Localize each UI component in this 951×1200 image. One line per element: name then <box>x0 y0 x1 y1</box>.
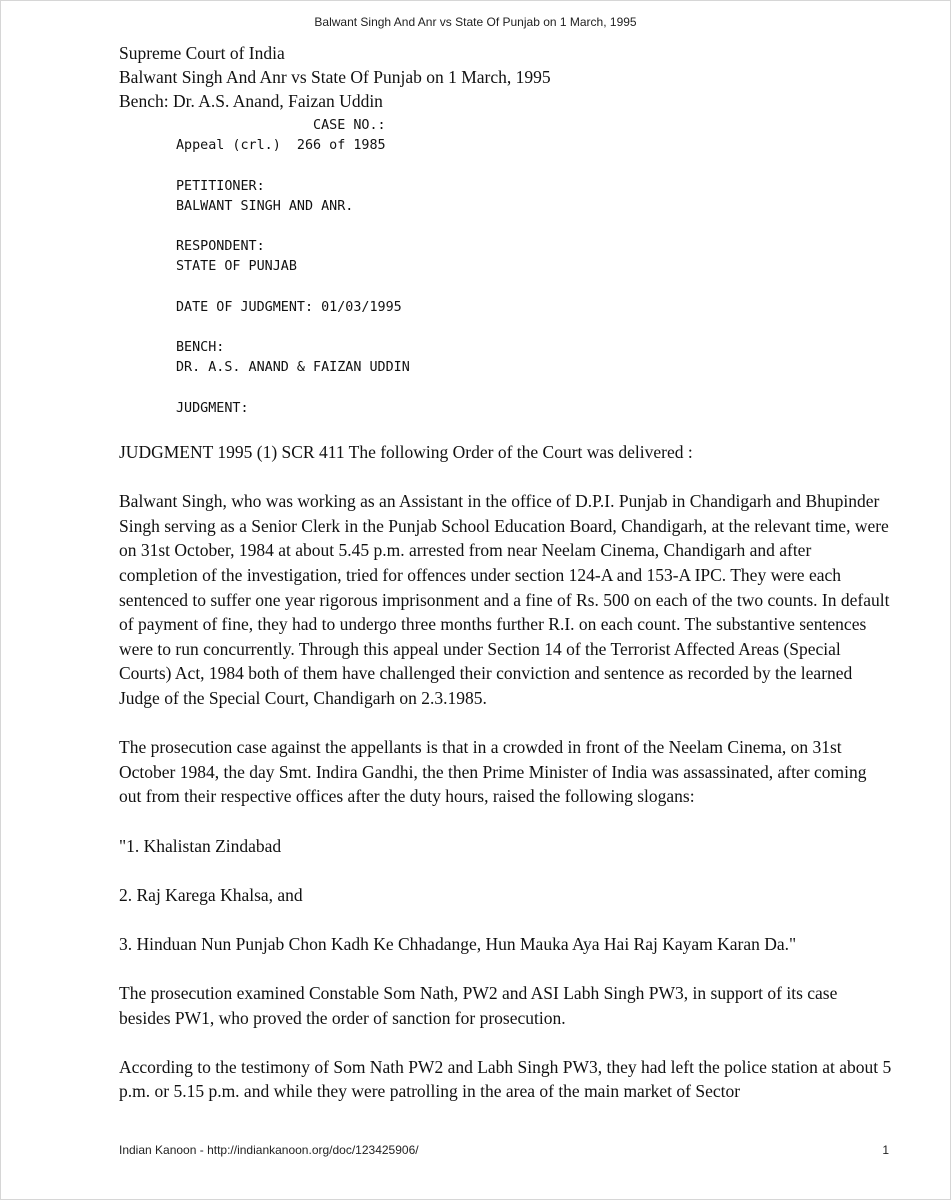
judgment-intro: JUDGMENT 1995 (1) SCR 411 The following Order of the Court was delivered : <box>119 442 693 462</box>
judgment-body <box>119 440 892 1129</box>
footer-source-link[interactable]: Indian Kanoon - http://indiankanoon.org/doc/123425906/ <box>119 1143 419 1157</box>
judgment-label: JUDGMENT: <box>176 400 249 416</box>
case-no-value: Appeal (crl.) 266 of 1985 <box>176 138 386 154</box>
paragraph-facts: Balwant Singh, who was working as an Assistant in the office of D.P.I. Punjab in Chandigarh and Bhupinder Singh serving as a Senior Clerk in the Punjab School Education Board, Chandigarh, at the relevant time, were on 31st October, 1984 at about 5.45 p.m. arrested from near Neelam Cinema, Chandigarh and after completion of the investigation, tried for offences under section 124-A and 153-A IPC. They were each sentenced to suffer one year rigorous imprisonment and a fine of Rs. 500 on each of the two counts. In default of payment of fine, they had to undergo three months further R.I. on each count. The substantive sentences were to run concurrently. Through this appeal under Section 14 of the Terrorist Affected Areas (Special Courts) Act, 1984 both of them have challenged their conviction and sentence as recorded by the learned Judge of the Special Court, Chandigarh on 2.3.1985. <box>119 491 890 708</box>
petitioner-label: PETITIONER: <box>176 178 265 194</box>
date-of-judgment: DATE OF JUDGMENT: 01/03/1995 <box>176 299 402 315</box>
respondent-label: RESPONDENT: <box>176 239 265 255</box>
paragraph-witnesses: The prosecution examined Constable Som Nath, PW2 and ASI Labh Singh PW3, in support of its case besides PW1, who proved the order of sanction for prosecution. <box>119 983 838 1028</box>
paragraph-testimony: According to the testimony of Som Nath PW2 and Labh Singh PW3, they had left the police station at about 5 p.m. or 5.15 p.m. and while they were patrolling in the area of the main market of Sector <box>119 1056 892 1102</box>
slogan-1: "1. Khalistan Zindabad <box>119 835 282 856</box>
paragraph-prosecution-case: The prosecution case against the appellants is that in a crowded in front of the Neelam Cinema, on 31st October 1984, the day Smt. Indira Gandhi, the then Prime Minister of India was assassinated, after coming out from their respective offices after the duty hours, raised the following slogans: <box>119 737 867 807</box>
page-number: 1 <box>882 1143 889 1157</box>
slogan-2: 2. Raj Karega Khalsa, and <box>119 884 303 905</box>
case-details-block <box>176 116 410 419</box>
respondent-value: STATE OF PUNJAB <box>176 259 297 275</box>
bench-value: DR. A.S. ANAND & FAIZAN UDDIN <box>176 360 410 376</box>
document-title: Balwant Singh And Anr vs State Of Punjab on 1 March, 1995 <box>119 67 551 87</box>
slogan-3: 3. Hinduan Nun Punjab Chon Kadh Ke Chhadange, Hun Mauka Aya Hai Raj Kayam Karan Da." <box>119 933 797 954</box>
document-meta <box>119 41 551 113</box>
bench-label: BENCH: <box>176 340 225 356</box>
running-header: Balwant Singh And Anr vs State Of Punjab on 1 March, 1995 <box>314 15 637 29</box>
court-name: Supreme Court of India <box>119 43 285 63</box>
bench-line: Bench: Dr. A.S. Anand, Faizan Uddin <box>119 91 383 111</box>
petitioner-value: BALWANT SINGH AND ANR. <box>176 198 354 214</box>
case-no-label: CASE NO.: <box>176 118 386 133</box>
running-footer <box>119 1143 889 1157</box>
